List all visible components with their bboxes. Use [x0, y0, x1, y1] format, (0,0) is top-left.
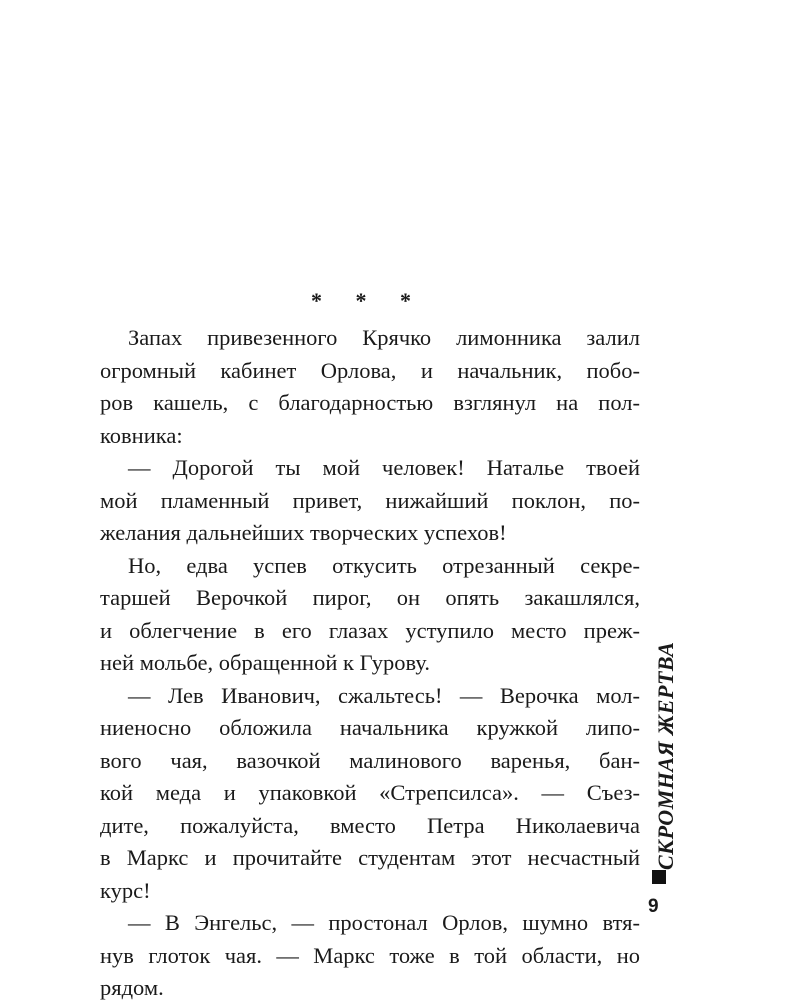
text-line: кой меда и упаковкой «Стрепсилса». — Съез- [100, 780, 640, 805]
text-line: — В Энгельс, — простонал Орлов, шумно втя- [128, 910, 640, 935]
text-line: нув глоток чая. — Маркс тоже в той области, но [100, 942, 640, 968]
text-line: ров кашель, с благодарностью взглянул на пол- [100, 390, 640, 415]
text-line: ниеносно обложила начальника кружкой липо- [100, 715, 640, 740]
text-line: вого чая, вазочкой малинового варенья, бан- [100, 747, 640, 773]
text-line: огромный кабинет Орлова, и начальник, побо- [100, 357, 640, 383]
text-line: — Лев Иванович, сжальтесь! — Верочка мол- [128, 682, 640, 708]
scene-break: * * * [311, 288, 425, 313]
text-line: мой пламенный привет, нижайший поклон, по- [100, 487, 640, 513]
text-line: рядом. [100, 975, 164, 1000]
text-line: ковника: [100, 422, 183, 448]
text-line: и облегчение в его глазах уступило место преж- [100, 617, 640, 643]
text-line: дите, пожалуйста, вместо Петра Николаевича [100, 812, 640, 838]
text-line: желания дальнейших творческих успехов! [100, 520, 507, 545]
text-line: Запах привезенного Крячко лимонника залил [128, 325, 640, 350]
page-number: 9 [648, 896, 659, 917]
text-line: курс! [100, 877, 151, 903]
square-marker-icon [652, 870, 666, 884]
text-line: ней мольбе, обращенной к Гурову. [100, 650, 430, 675]
text-line: таршей Верочкой пирог, он опять закашлялся, [100, 585, 640, 610]
text-line: Но, едва успев откусить отрезанный секре- [128, 552, 640, 578]
body-text [100, 322, 640, 1005]
text-line: — Дорогой ты мой человек! Наталье твоей [128, 455, 640, 480]
text-line: в Маркс и прочитайте студентам этот несчастный [100, 845, 640, 870]
running-title: СКРОМНАЯ ЖЕРТВА [653, 641, 678, 870]
